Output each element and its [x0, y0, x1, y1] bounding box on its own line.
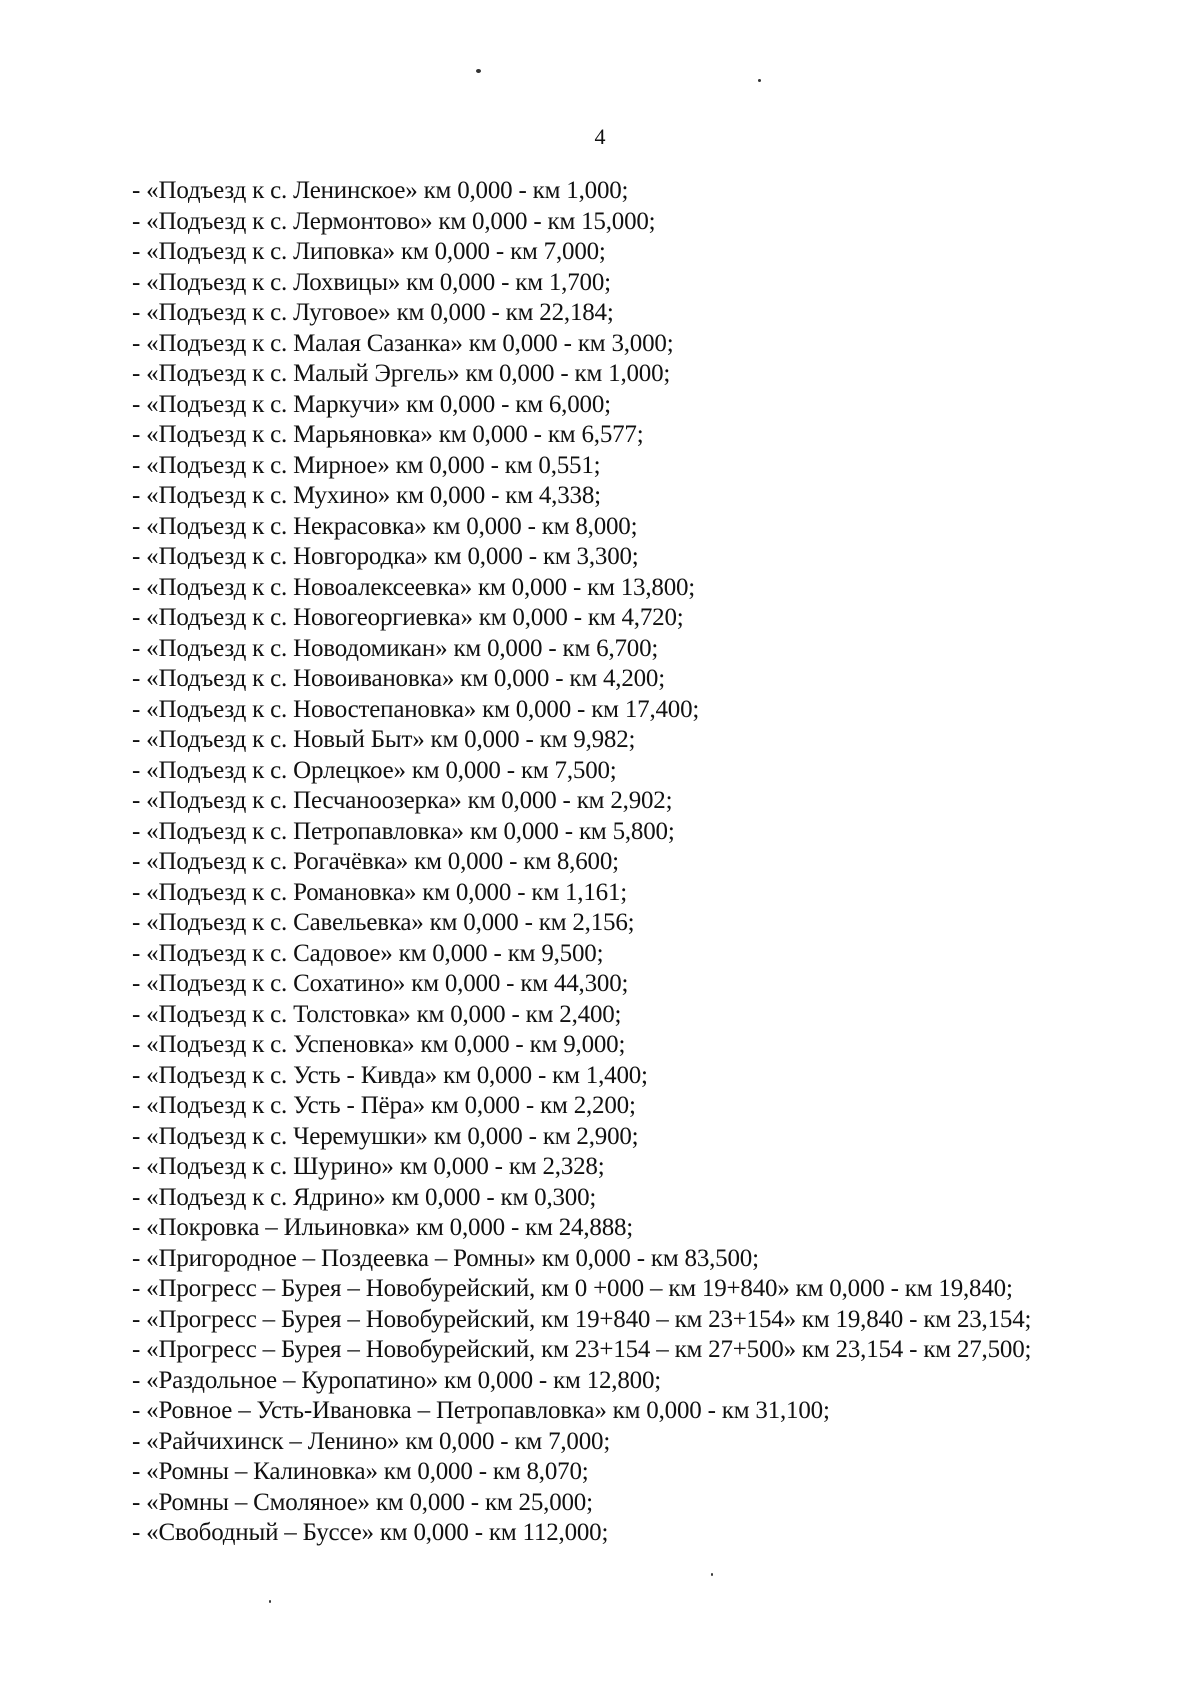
road-entry: - «Подъезд к с. Усть - Пёра» км 0,000 - км 2,200; [132, 1092, 636, 1119]
road-entry: - «Покровка – Ильиновка» км 0,000 - км 24,888; [132, 1214, 634, 1241]
scan-speck [269, 1600, 271, 1603]
road-entry: - «Раздольное – Куропатино» км 0,000 - км 12,800; [132, 1366, 662, 1394]
road-entry: - «Подъезд к с. Савельевка» км 0,000 - км 2,156; [132, 909, 635, 936]
road-entry: - «Подъезд к с. Липовка» км 0,000 - км 7,000; [132, 238, 606, 265]
road-entry: - «Подъезд к с. Луговое» км 0,000 - км 22,184; [132, 299, 614, 326]
road-entry: - «Подъезд к с. Марьяновка» км 0,000 - км 6,577; [132, 421, 644, 448]
road-entry: - «Пригородное – Поздеевка – Ромны» км 0,000 - км 83,500; [132, 1244, 759, 1272]
road-entry: - «Подъезд к с. Новодомикан» км 0,000 - км 6,700; [132, 634, 659, 662]
road-entry: - «Подъезд к с. Мухино» км 0,000 - км 4,338; [132, 482, 601, 509]
road-entry: - «Подъезд к с. Петропавловка» км 0,000 - км 5,800; [132, 817, 675, 845]
road-entry: - «Подъезд к с. Новоалексеевка» км 0,000 - км 13,800; [132, 573, 696, 601]
road-entry: - «Подъезд к с. Лермонтово» км 0,000 - км 15,000; [132, 207, 656, 235]
road-entry: - «Подъезд к с. Лохвицы» км 0,000 - км 1,700; [132, 268, 611, 296]
scan-speck [711, 1573, 713, 1576]
road-entry: - «Подъезд к с. Мирное» км 0,000 - км 0,551; [132, 451, 601, 479]
road-entry: - «Подъезд к с. Песчаноозерка» км 0,000 - км 2,902; [132, 787, 673, 814]
road-entry: - «Подъезд к с. Малый Эргель» км 0,000 - км 1,000; [132, 360, 671, 387]
road-entry: - «Подъезд к с. Ядрино» км 0,000 - км 0,300; [132, 1183, 597, 1211]
road-entry: - «Подъезд к с. Малая Сазанка» км 0,000 - км 3,000; [132, 329, 674, 357]
road-entry: - «Прогресс – Бурея – Новобурейский, км 0 +000 – км 19+840» км 0,000 - км 19,840; [132, 1275, 1013, 1302]
road-entry: - «Ромны – Смоляное» км 0,000 - км 25,000; [132, 1488, 593, 1516]
road-entry: - «Ровное – Усть-Ивановка – Петропавловка» км 0,000 - км 31,100; [132, 1397, 830, 1424]
road-entry: - «Подъезд к с. Ленинское» км 0,000 - км 1,000; [132, 177, 629, 204]
road-entry: - «Подъезд к с. Новый Быт» км 0,000 - км 9,982; [132, 726, 636, 753]
road-entry: - «Подъезд к с. Усть - Кивда» км 0,000 - км 1,400; [132, 1061, 648, 1089]
road-list [132, 176, 1031, 1549]
page-number: 4 [594, 124, 606, 149]
road-entry: - «Подъезд к с. Новоивановка» км 0,000 - км 4,200; [132, 665, 665, 692]
road-entry: - «Подъезд к с. Черемушки» км 0,000 - км 2,900; [132, 1122, 639, 1150]
road-entry: - «Свободный – Буссе» км 0,000 - км 112,000; [132, 1519, 609, 1546]
scan-speck [758, 79, 761, 82]
road-entry: - «Подъезд к с. Толстовка» км 0,000 - км 2,400; [132, 1000, 622, 1028]
road-entry: - «Подъезд к с. Успеновка» км 0,000 - км 9,000; [132, 1031, 626, 1058]
road-entry: - «Райчихинск – Ленино» км 0,000 - км 7,000; [132, 1427, 611, 1455]
road-entry: - «Подъезд к с. Новогеоргиевка» км 0,000 - км 4,720; [132, 604, 684, 631]
road-entry: - «Ромны – Калиновка» км 0,000 - км 8,070; [132, 1458, 589, 1485]
scan-speck [476, 69, 481, 73]
road-entry: - «Прогресс – Бурея – Новобурейский, км 23+154 – км 27+500» км 23,154 - км 27,500; [132, 1336, 1032, 1363]
road-entry: - «Подъезд к с. Садовое» км 0,000 - км 9,500; [132, 939, 604, 967]
road-entry: - «Прогресс – Бурея – Новобурейский, км 19+840 – км 23+154» км 19,840 - км 23,154; [132, 1305, 1032, 1333]
road-entry: - «Подъезд к с. Сохатино» км 0,000 - км 44,300; [132, 970, 629, 997]
road-entry: - «Подъезд к с. Новгородка» км 0,000 - км 3,300; [132, 543, 639, 570]
road-entry: - «Подъезд к с. Шурино» км 0,000 - км 2,328; [132, 1153, 605, 1180]
road-entry: - «Подъезд к с. Некрасовка» км 0,000 - км 8,000; [132, 512, 638, 540]
road-entry: - «Подъезд к с. Романовка» км 0,000 - км 1,161; [132, 878, 627, 906]
road-entry: - «Подъезд к с. Маркучи» км 0,000 - км 6,000; [132, 390, 611, 418]
road-entry: - «Подъезд к с. Орлецкое» км 0,000 - км 7,500; [132, 756, 617, 784]
road-entry: - «Подъезд к с. Рогачёвка» км 0,000 - км 8,600; [132, 848, 619, 875]
road-entry: - «Подъезд к с. Новостепановка» км 0,000 - км 17,400; [132, 695, 700, 723]
